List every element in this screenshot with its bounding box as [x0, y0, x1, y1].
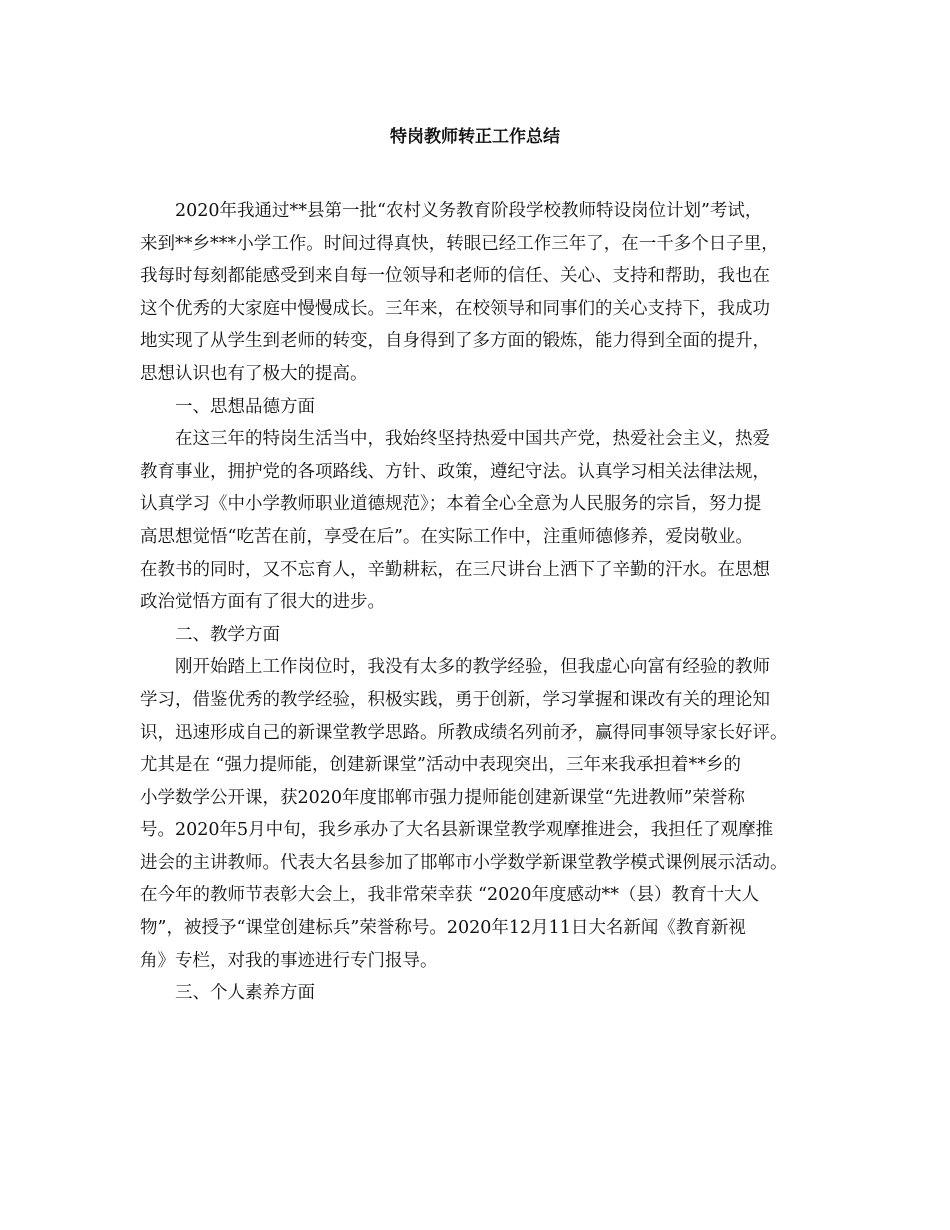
paragraph-line: 在教书的同时，又不忘育人，辛勤耕耘，在三尺讲台上洒下了辛勤的汗水。在思想	[140, 559, 770, 580]
paragraph-line: 识，迅速形成自己的新课堂教学思路。所教成绩名列前矛，赢得同事领导家长好评。	[140, 722, 788, 743]
section-heading: 三、个人素养方面	[175, 983, 315, 1004]
paragraph-line: 物”，被授予“课堂创建标兵”荣誉称号。2020年12月11日大名新闻《教育新视	[140, 918, 746, 939]
paragraph-line: 刚开始踏上工作岗位时，我没有太多的教学经验，但我虚心向富有经验的教师	[175, 657, 770, 678]
paragraph-line: 教育事业，拥护党的各项路线、方针、政策，遵纪守法。认真学习相关法律法规，	[140, 461, 770, 482]
paragraph-line: 号。2020年5月中旬，我乡承办了大名县新课堂教学观摩推进会，我担任了观摩推	[140, 820, 774, 841]
paragraph-line: 2020年我通过**县第一批“农村义务教育阶段学校教师特设岗位计划”考试，	[175, 201, 763, 221]
document-title: 特岗教师转正工作总结	[390, 127, 560, 147]
paragraph-line: 尤其是在 “强力提师能，创建新课堂”活动中表现突出，三年来我承担着**乡的	[140, 755, 741, 776]
paragraph-line: 在今年的教师节表彰大会上，我非常荣幸获 “2020年度感动**（县）教育十大人	[140, 885, 760, 906]
paragraph-line: 思想认识也有了极大的提高。	[140, 363, 368, 384]
paragraph-line: 在这三年的特岗生活当中，我始终坚持热爱中国共产党，热爱社会主义，热爱	[175, 429, 770, 450]
document-body	[140, 195, 830, 1010]
paragraph-line: 我每时每刻都能感受到来自每一位领导和老师的信任、关心、支持和帮助，我也在	[140, 266, 770, 287]
paragraph-line: 这个优秀的大家庭中慢慢成长。三年来，在校领导和同事们的关心支持下，我成功	[140, 298, 770, 319]
paragraph-line: 高思想觉悟“吃苦在前，享受在后”。在实际工作中，注重师德修养，爱岗敬业。	[140, 526, 753, 547]
paragraph-line: 政治觉悟方面有了很大的进步。	[140, 592, 385, 613]
section-heading: 二、教学方面	[175, 624, 280, 645]
paragraph-line: 来到**乡***小学工作。时间过得真快，转眼已经工作三年了，在一千多个日子里，	[140, 233, 779, 254]
paragraph-line: 认真学习《中小学教师职业道德规范》；本着全心全意为人民服务的宗旨，努力提	[140, 494, 762, 515]
paragraph-line: 学习，借鉴优秀的教学经验，积极实践，勇于创新，学习掌握和课改有关的理论知	[140, 689, 770, 710]
paragraph-line: 小学数学公开课，获2020年度邯郸市强力提师能创建新课堂“先进教师”荣誉称	[140, 787, 745, 808]
paragraph-line: 进会的主讲教师。代表大名县参加了邯郸市小学数学新课堂教学模式课例展示活动。	[140, 852, 788, 873]
paragraph-line: 角》专栏，对我的事迹进行专门报导。	[140, 950, 438, 971]
paragraph-line: 地实现了从学生到老师的转变，自身得到了多方面的锻炼，能力得到全面的提升，	[140, 331, 770, 352]
section-heading: 一、思想品德方面	[175, 396, 315, 417]
